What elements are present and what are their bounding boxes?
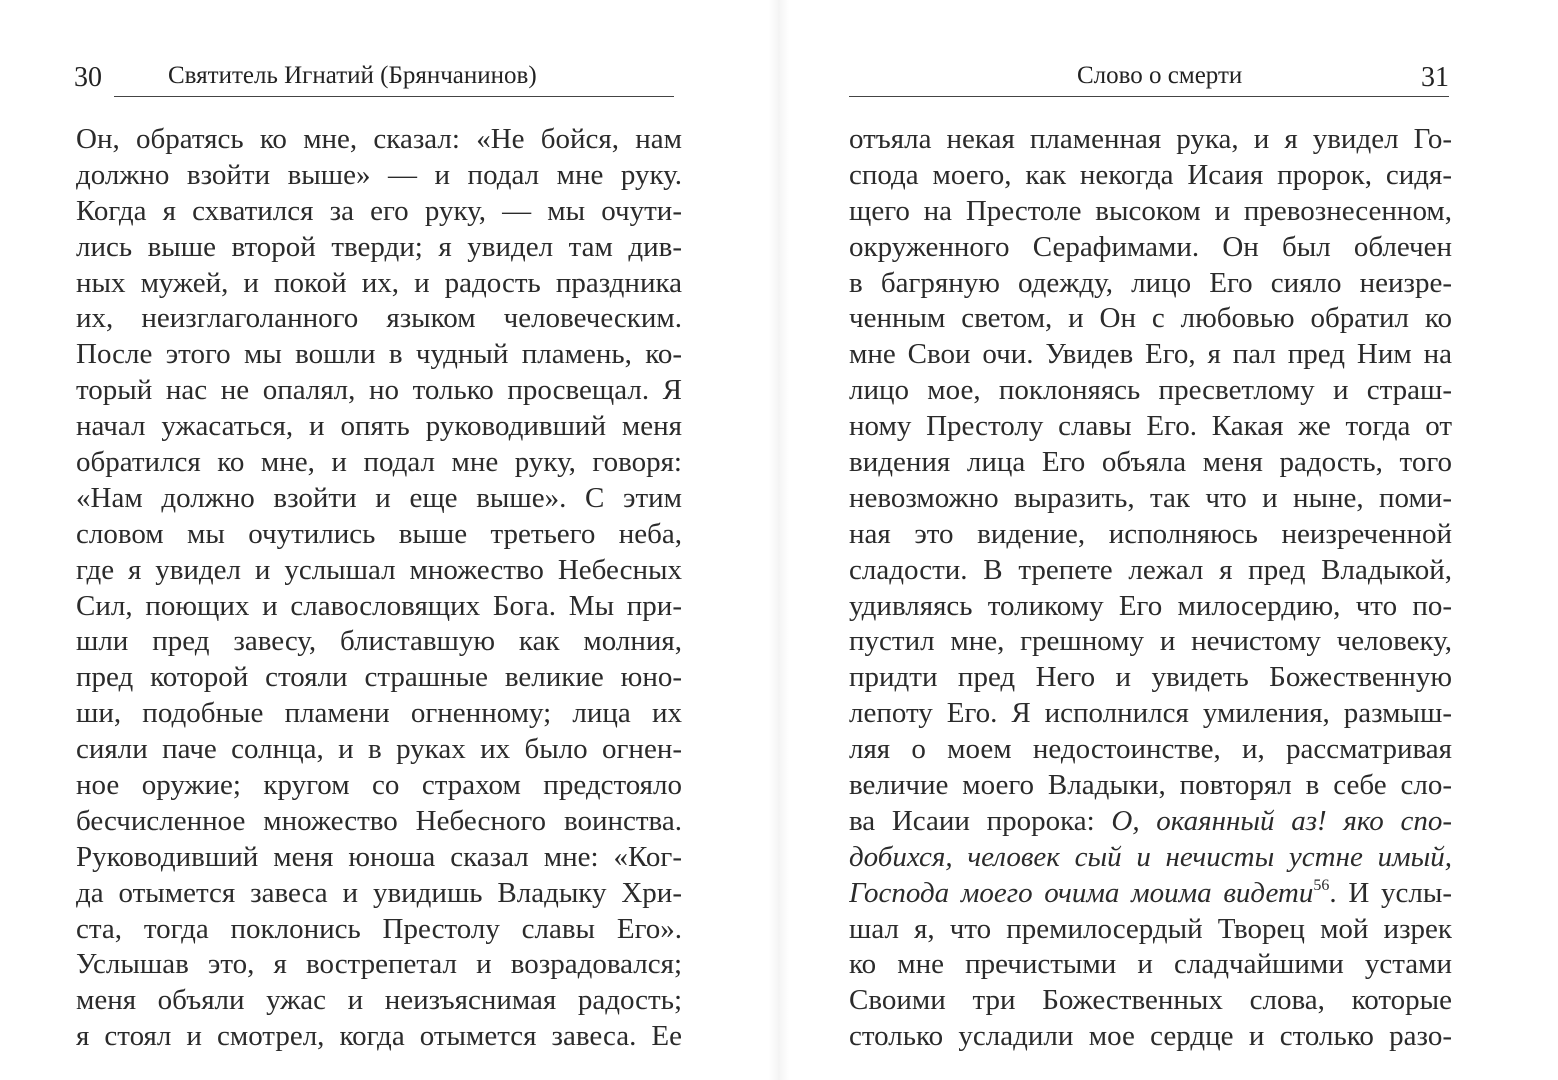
text-line: словом мы очутились выше третьего неба,: [76, 517, 682, 550]
text-line: спода моего, как некогда Исаия пророк, сидя-: [849, 158, 1452, 191]
text-line: ста, тогда поклонись Престолу славы Его».: [76, 912, 682, 945]
text-line: торый нас не опалял, но только просвещал. Я: [76, 374, 682, 407]
text-line: шал я, что премилосердый Творец мой изрек: [849, 912, 1452, 945]
italic-quote: О, окаянный аз! яко спо-: [1111, 804, 1452, 837]
right-body-text: [849, 122, 1452, 1055]
text-line: Он, обратясь ко мне, сказал: «Не бойся, нам: [76, 123, 682, 155]
text-line: ши, подобные пламени огненному; лица их: [76, 697, 682, 730]
italic-quote: Господа моего очима моима видети: [849, 876, 1314, 909]
text-line: ченным светом, и Он с любовью обратил ко: [849, 302, 1452, 335]
text-line: ному Престолу славы Его. Какая же тогда от: [849, 410, 1452, 443]
text-line: сияли паче солнца, и в руках их было огнен-: [76, 733, 682, 766]
italic-quote: добихся, человек сый и нечисты устне имый,: [849, 840, 1452, 873]
text-line: Сил, поющих и славословящих Бога. Мы при-: [76, 589, 682, 622]
text-line: столько усладили мое сердце и столько разо-: [849, 1020, 1452, 1053]
text-line: бесчисленное множество Небесного воинства.: [76, 804, 682, 837]
text-line-mixed: [849, 876, 1452, 912]
text-line: ных мужей, и покой их, и радость праздника: [76, 266, 682, 299]
text-line: придти пред Него и увидеть Божественную: [849, 661, 1452, 694]
text-line: я стоял и смотрел, когда отымется завеса. Ее: [76, 1020, 682, 1053]
right-page-number: 31: [1421, 62, 1449, 93]
text-line: обратился ко мне, и подал мне руку, говоря:: [76, 446, 682, 479]
right-page: [779, 0, 1558, 1080]
text-line: величие моего Владыки, повторял в себе сло-: [849, 769, 1452, 802]
text-line: щего на Престоле высоком и превознесенном,: [849, 194, 1452, 227]
text-line: в багряную одежду, лицо Его сияло неизре-: [849, 266, 1452, 299]
text-line-italic: [849, 840, 1452, 876]
left-page-number: 30: [74, 62, 102, 93]
text-span: . И услы-: [1329, 876, 1452, 909]
text-line: ко мне пречистыми и сладчайшими устами: [849, 948, 1452, 981]
text-line: их, неизглаголанного языком человеческим.: [76, 302, 682, 335]
text-span: ва Исаии пророка:: [849, 804, 1112, 837]
text-line: мне Свои очи. Увидев Его, я пал пред Ним на: [849, 338, 1452, 371]
left-body-text: [76, 122, 682, 1055]
left-running-head: Святитель Игнатий (Брянчанинов): [168, 62, 537, 89]
text-line: отъяла некая пламенная рука, и я увидел Го-: [849, 123, 1452, 155]
text-line: должно взойти выше» — и подал мне руку.: [76, 158, 682, 191]
text-line: Когда я схватился за его руку, — мы очути-: [76, 194, 682, 227]
text-line: где я увидел и услышал множество Небесных: [76, 553, 682, 586]
text-line-mixed: [849, 804, 1452, 840]
text-line: сладости. В трепете лежал я пред Владыкой,: [849, 553, 1452, 586]
text-line: окруженного Серафимами. Он был облечен: [849, 230, 1452, 263]
text-line: Руководивший меня юноша сказал мне: «Ког-: [76, 840, 682, 873]
text-line: видения лица Его объяла меня радость, того: [849, 446, 1452, 479]
footnote-reference: 56: [1313, 876, 1330, 894]
left-head-rule: [114, 96, 674, 97]
text-line: лепоту Его. Я исполнился умиления, размыш-: [849, 697, 1452, 730]
text-line: пустил мне, грешному и нечистому человеку,: [849, 625, 1452, 658]
text-line: меня объяли ужас и неизъяснимая радость;: [76, 984, 682, 1017]
text-line: невозможно выразить, так что и ныне, поми-: [849, 481, 1452, 514]
text-line: Услышав это, я вострепетал и возрадовался;: [76, 948, 682, 981]
right-running-head: Слово о смерти: [1077, 62, 1243, 89]
text-line: да отымется завеса и увидишь Владыку Хри-: [76, 876, 682, 909]
text-line: шли пред завесу, блиставшую как молния,: [76, 625, 682, 658]
text-line: лицо мое, поклоняясь пресветлому и страш-: [849, 374, 1452, 407]
text-line: ная это видение, исполняюсь неизреченной: [849, 517, 1452, 550]
text-line: ное оружие; кругом со страхом предстояло: [76, 769, 682, 802]
text-line: Своими три Божественных слова, которые: [849, 984, 1452, 1017]
text-line: удивляясь толикому Его милосердию, что по-: [849, 589, 1452, 622]
text-line: пред которой стояли страшные великие юно-: [76, 661, 682, 694]
text-line: лись выше второй тверди; я увидел там див-: [76, 230, 682, 263]
text-line: После этого мы вошли в чудный пламень, ко-: [76, 338, 682, 371]
text-line: начал ужасаться, и опять руководивший меня: [76, 410, 682, 443]
text-line: «Нам должно взойти и еще выше». С этим: [76, 481, 682, 514]
text-line: ляя о моем недостоинстве, и, рассматривая: [849, 733, 1452, 766]
